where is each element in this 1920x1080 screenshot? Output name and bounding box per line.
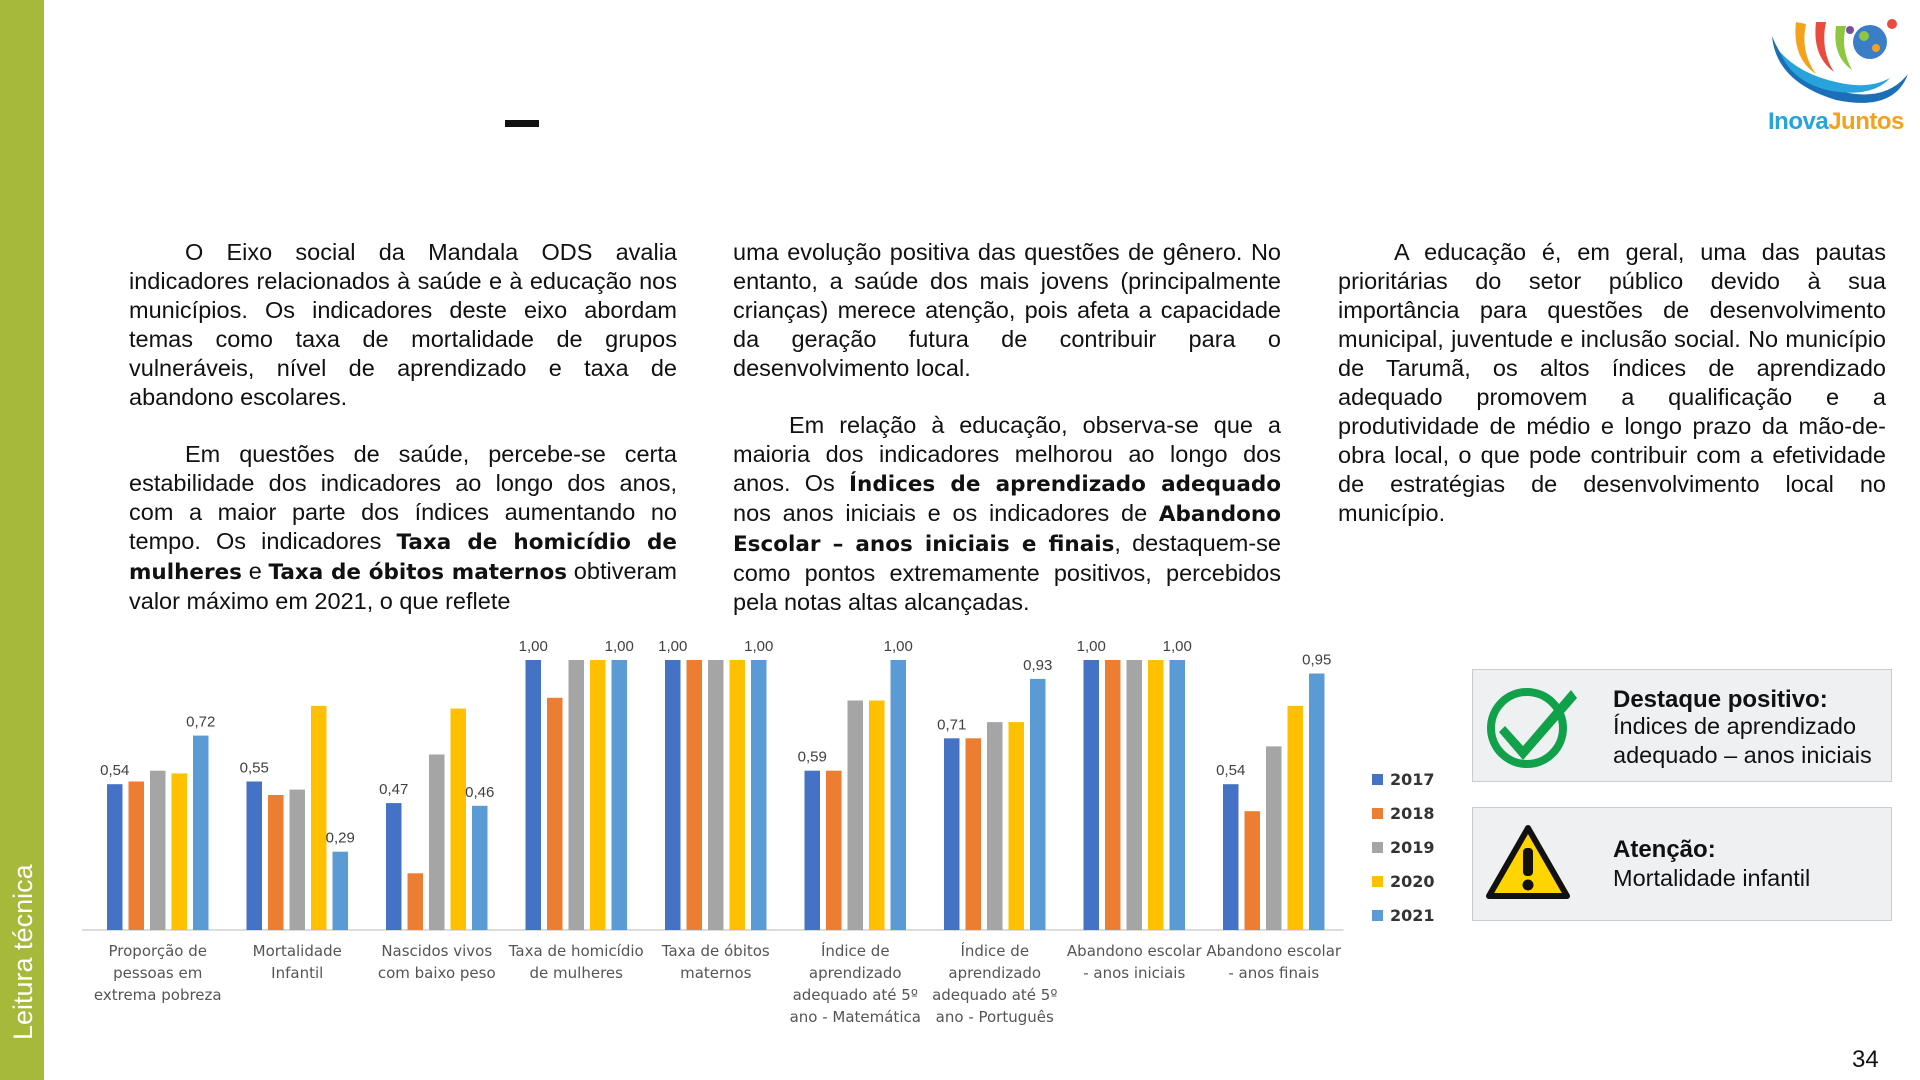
data-label: 0,93 [1023,656,1053,674]
bar-2018-8 [1105,660,1121,930]
bar-2018-1 [129,782,145,931]
bar-2017-1 [107,784,123,930]
category-label: Proporção de [108,942,207,960]
attention-title: Atenção: [1613,836,1716,863]
bar-2019-1 [150,771,166,930]
bar-2020-1 [172,773,188,930]
bar-2020-6 [869,701,885,931]
category-label: Índice de [960,942,1030,960]
legend-item-2018 [1372,796,1435,830]
bar-2018-6 [826,771,842,930]
bar-2021-8 [1170,660,1186,930]
legend-label: 2018 [1390,803,1435,823]
data-label: 0,71 [937,716,967,734]
data-label: 1,00 [604,638,634,655]
legend-label: 2019 [1390,837,1435,857]
data-label: 0,59 [797,748,827,766]
category-label: adequado até 5º [792,986,918,1004]
bar-2018-4 [547,698,563,930]
legend-swatch [1372,808,1383,819]
category-label: com baixo peso [377,964,496,982]
category-label: Mortalidade [252,942,342,960]
data-label: 0,54 [100,762,130,780]
paragraph: Em questões de saúde, percebe-se certa estabilidade dos indicadores ao longo dos anos, com a maior parte dos índices aumentando no tempo. Os indicadores Taxa de homicídio de mulheres e Taxa de óbitos maternos obtiveram valor máximo em 2021, o que reflete [129,441,677,614]
data-label: 0,46 [465,783,495,801]
data-label: 0,95 [1302,651,1332,669]
bar-2018-9 [1245,811,1261,930]
category-label: adequado até 5º [932,986,1058,1004]
text-column-2 [733,238,1281,645]
category-label: extrema pobreza [93,986,222,1004]
bar-2018-3 [408,873,424,930]
attention-box [1472,807,1892,921]
category-label: - anos finais [1228,964,1320,982]
positive-highlight-text: Índices de aprendizado adequado – anos iniciais [1613,713,1872,768]
bar-2020-2 [311,706,327,930]
bar-2017-8 [1084,660,1100,930]
bar-2019-9 [1266,746,1282,930]
bar-2017-2 [247,782,263,931]
bar-2020-7 [1009,722,1025,930]
category-label: de mulheres [529,964,623,982]
category-label: Taxa de óbitos [661,942,770,960]
legend-swatch [1372,876,1383,887]
paragraph: A educação é, em geral, uma das pautas prioritárias do setor público devido à sua importância para questões de desenvolvimento municipal, juventude e inclusão social. No município de Tarumã, os altos índices de aprendizado adequado promovem a qualificação e a produtividade de médio e longo prazo da mão-de-obra local, o que pode contribuir com a efetividade de estratégias de desenvolvimento local no município. [1338,239,1886,526]
legend-item-2019 [1372,830,1435,864]
category-label: Abandono escolar [1066,942,1202,960]
data-label: 1,00 [744,638,774,655]
bar-2017-7 [944,738,960,930]
legend-label: 2017 [1390,769,1435,789]
bar-2017-6 [805,771,821,930]
bar-2017-3 [386,803,402,930]
bar-2020-5 [730,660,746,930]
bar-2021-4 [612,660,628,930]
category-label: ano - Matemática [789,1008,921,1026]
bar-2019-2 [290,790,306,930]
bar-2018-2 [268,795,284,930]
data-label: 1,00 [658,638,688,655]
bar-2019-5 [708,660,724,930]
bar-2020-3 [451,709,467,930]
category-label: Índice de [820,942,890,960]
legend-swatch [1372,910,1383,921]
bar-2021-1 [193,736,209,930]
bar-2019-7 [987,722,1003,930]
bar-2017-9 [1223,784,1239,930]
bar-2021-3 [472,806,488,930]
chart-legend [1372,762,1435,932]
legend-label: 2021 [1390,905,1435,925]
data-label: 1,00 [1076,638,1106,655]
data-label: 0,72 [186,713,216,731]
bar-2020-4 [590,660,606,930]
category-label: Taxa de homicídio [508,942,644,960]
bar-2019-6 [848,701,864,931]
paragraph: O Eixo social da Mandala ODS avalia indicadores relacionados à saúde e à educação nos municípios. Os indicadores deste eixo abordam temas como taxa de mortalidade de grupos vulneráveis, nível de aprendizado e taxa de abandono escolares. [129,239,677,410]
attention-text: Mortalidade infantil [1613,865,1811,891]
warning-icon [1485,824,1571,902]
text-column-1 [129,238,677,644]
bar-2019-8 [1127,660,1143,930]
page-number: 34 [1852,1046,1879,1073]
bar-2017-5 [665,660,681,930]
bar-2021-5 [751,660,767,930]
data-label: 0,47 [379,781,409,799]
bar-2017-4 [526,660,542,930]
bar-2021-2 [333,852,349,930]
bar-2020-8 [1148,660,1164,930]
bar-2021-6 [891,660,907,930]
text-column-3 [1338,238,1886,556]
bar-2020-9 [1288,706,1304,930]
category-label: maternos [680,964,752,982]
data-label: 0,54 [1216,762,1246,780]
category-label: ano - Português [935,1008,1054,1026]
bar-2019-3 [429,755,445,931]
data-label: 0,29 [325,829,355,847]
positive-highlight-title: Destaque positivo: [1613,686,1828,713]
category-label: - anos iniciais [1083,964,1186,982]
legend-label: 2020 [1390,871,1435,891]
data-label: 1,00 [518,638,548,655]
data-label: 1,00 [883,638,913,655]
bar-2018-5 [687,660,703,930]
bar-2019-4 [569,660,585,930]
legend-item-2021 [1372,898,1435,932]
category-label: Nascidos vivos [381,942,493,960]
title-dash [505,120,539,127]
check-icon [1485,680,1583,770]
legend-item-2017 [1372,762,1435,796]
bar-2018-7 [966,738,982,930]
legend-swatch [1372,842,1383,853]
category-label: pessoas em [113,964,203,982]
paragraph: uma evolução positiva das questões de gênero. No entanto, a saúde dos mais jovens (principalmente crianças) merece atenção, pois afeta a capacidade da geração futura de contribuir para o desenvolvimento local. [733,239,1281,381]
category-label: Infantil [271,964,324,982]
category-label: aprendizado [948,964,1042,982]
bar-2021-7 [1030,679,1046,930]
legend-swatch [1372,774,1383,785]
data-label: 1,00 [1162,638,1192,655]
category-label: aprendizado [808,964,902,982]
paragraph: Em relação à educação, observa-se que a maioria dos indicadores melhorou ao longo dos anos. Os Índices de aprendizado adequado nos anos iniciais e os indicadores de Abandono Escolar – anos iniciais e finais, destaquem-se como pontos extremamente positivos, percebidos pela notas altas alcançadas. [733,412,1282,615]
category-label: Abandono escolar [1206,942,1342,960]
bar-2021-9 [1309,674,1325,931]
indicators-bar-chart [60,630,1360,1040]
positive-highlight-box [1472,669,1892,782]
logo-wordmark: InovaJuntos [1768,108,1904,135]
sidebar-label: Leitura técnica [8,864,38,1040]
legend-item-2020 [1372,864,1435,898]
data-label: 0,55 [239,759,269,777]
